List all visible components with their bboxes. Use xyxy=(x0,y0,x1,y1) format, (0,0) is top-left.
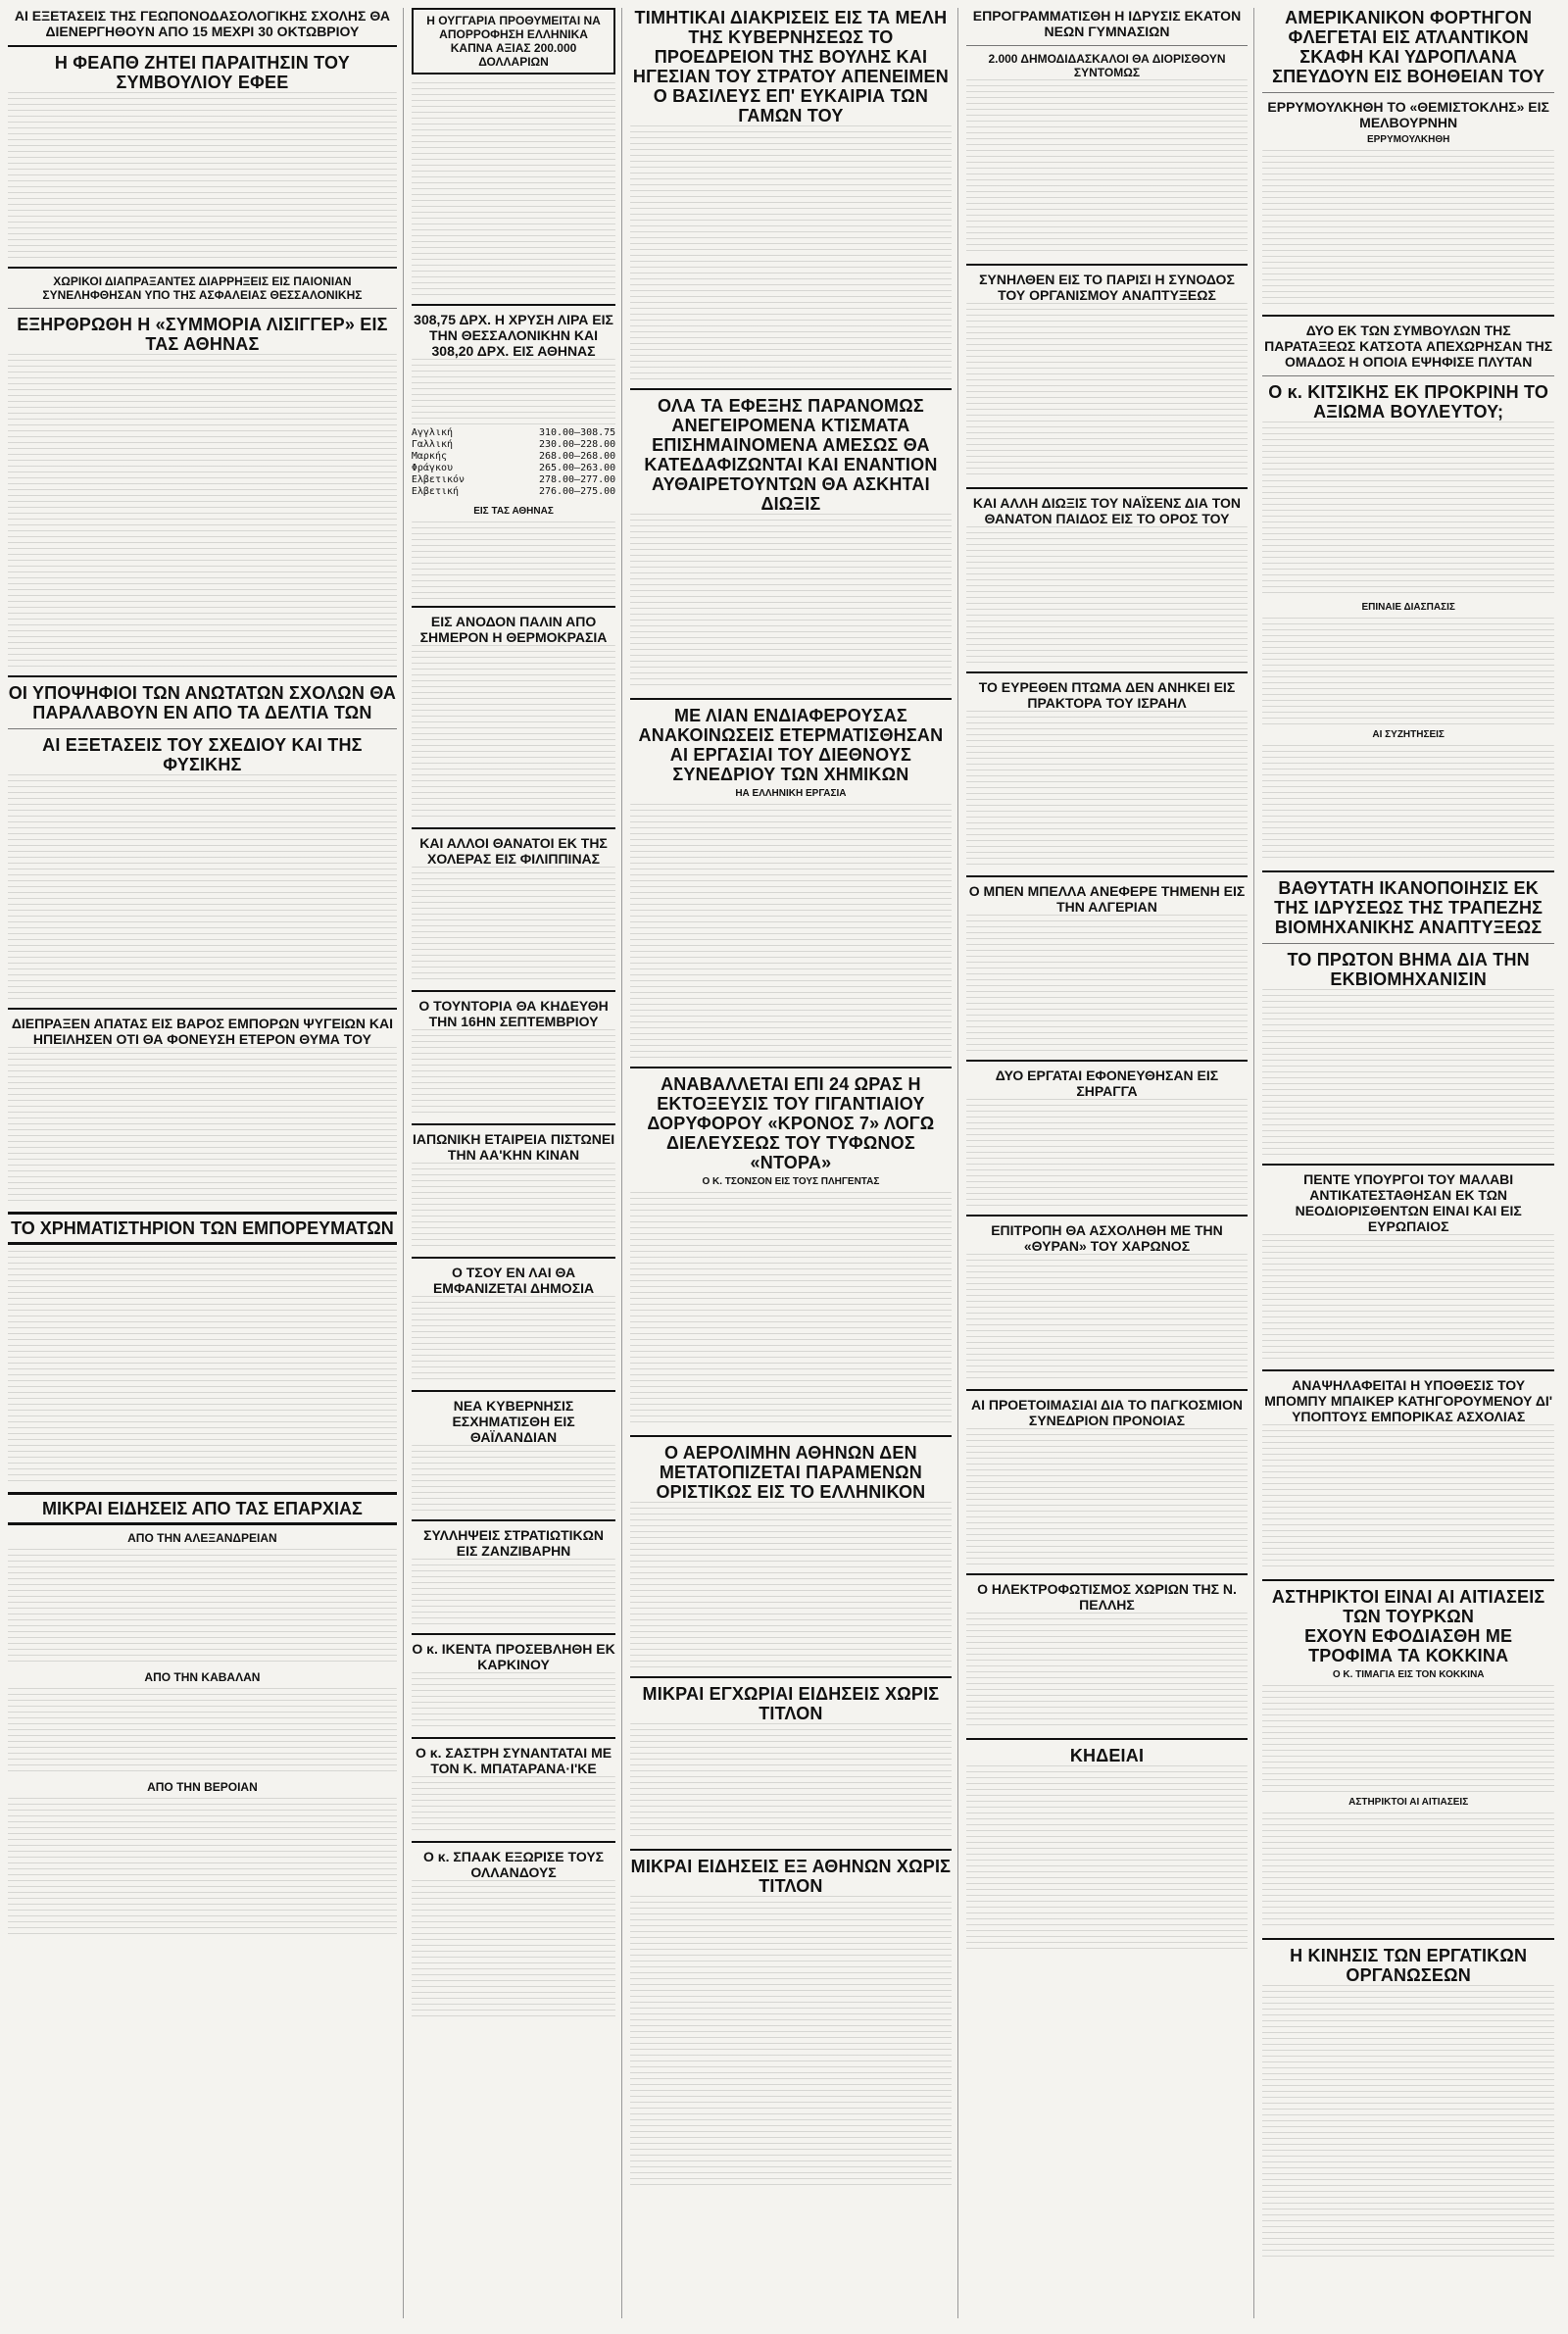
headline-newgov: ΝΕΑ ΚΥΒΕΡΝΗΣΙΣ ΕΣΧΗΜΑΤΙΣΘΗ ΕΙΣ ΘΑΪΛΑΝΔΙΑΝ xyxy=(452,1398,575,1445)
article-text xyxy=(966,303,1249,479)
article-katsota xyxy=(1262,323,1554,863)
newspaper-page xyxy=(8,8,1560,2318)
gold-name: Γαλλική xyxy=(411,439,454,450)
headline-exams: ΑΙ ΕΞΕΤΑΣΕΙΣ ΤΗΣ ΓΕΩΠΟΝΟΔΑΣΟΛΟΓΙΚΗΣ ΣΧΟΛΗΣ ΘΑ ΔΙΕΝΕΡΓΗΘΟΥΝ ΑΠΟ 15 ΜΕΧΡΙ 30 ΟΚΤΩΒΡΙΟΥ xyxy=(14,8,390,39)
article-kronos xyxy=(630,1074,951,1427)
article-text xyxy=(630,1723,951,1841)
rule xyxy=(412,606,615,608)
rule xyxy=(630,388,951,390)
rule xyxy=(412,1841,615,1843)
rule xyxy=(1262,1579,1554,1581)
article-lawsuit xyxy=(966,495,1249,664)
gold-row xyxy=(412,427,615,439)
rule xyxy=(412,1633,615,1635)
article-text xyxy=(8,1047,397,1204)
headline-malawi: ΠΕΝΤΕ ΥΠΟΥΡΓΟΙ ΤΟΥ ΜΑΛΑΒΙ ΑΝΤΙΚΑΤΕΣΤΑΘΗΣΑΝ ΕΚ ΤΩΝ ΝΕΟΔΙΟΡΙΣΘΕΝΤΩΝ ΕΙΝΑΙ ΚΑΙ ΕΙΣ ΕΥΡΩΠΑΙΟΣ xyxy=(1295,1171,1522,1234)
article-text xyxy=(412,645,615,821)
rule xyxy=(8,675,397,677)
headline-bank: ΒΑΘΥΤΑΤΗ ΙΚΑΝΟΠΟΙΗΣΙΣ ΕΚ ΤΗΣ ΙΔΡΥΣΕΩΣ ΤΗΣ ΤΡΑΠΕΖΗΣ ΒΙΟΜΗΧΑΝΙΚΗΣ ΑΝΑΠΤΥΞΕΩΣ xyxy=(1274,878,1544,937)
article-text xyxy=(412,521,615,600)
gold-value: 310.00—308.75 xyxy=(538,427,616,438)
rule xyxy=(966,1060,1249,1062)
article-text xyxy=(966,1099,1249,1207)
article-text xyxy=(1262,989,1554,1156)
article-text xyxy=(630,1192,951,1427)
rule xyxy=(966,1215,1249,1217)
article-text xyxy=(630,514,951,690)
article-text xyxy=(630,1896,951,2190)
rule xyxy=(1262,870,1554,872)
gold-name: Ελβετικόν xyxy=(411,474,466,485)
headline-funeral: Ο ΤΟΥΝΤΟΡΙΑ ΘΑ ΚΗΔΕΥΘΗ ΤΗΝ 16ΗΝ ΣΕΠΤΕΜΒΡΙΟΥ xyxy=(418,998,609,1029)
article-text xyxy=(8,92,397,259)
headline-arrests: ΣΥΛΛΗΨΕΙΣ ΣΤΡΑΤΙΩΤΙΚΩΝ ΕΙΣ ΖΑΝΖΙΒΑΡΗΝ xyxy=(423,1527,604,1559)
rule xyxy=(966,487,1249,489)
headline-committee: ΕΠΙΤΡΟΠΗ ΘΑ ΑΣΧΟΛΗΘΗ ΜΕ ΤΗΝ «ΘΥΡΑΝ» ΤΟΥ ΧΑΡΩΝΟΣ xyxy=(991,1222,1223,1254)
headline-chemists: ΜΕ ΛΙΑΝ ΕΝΔΙΑΦΕΡΟΥΣΑΣ ΑΝΑΚΟΙΝΩΣΕΙΣ ΕΤΕΡΜΑΤΙΣΘΗΣΑΝ ΑΙ ΕΡΓΑΣΙΑΙ ΤΟΥ ΔΙΕΘΝΟΥΣ ΣΥΝΕΔΡΙΟΥ ΤΩΝ ΧΗΜΙΚΩΝ xyxy=(638,706,944,784)
article-small-2 xyxy=(630,1857,951,2190)
headline-japan: ΙΑΠΩΝΙΚΗ ΕΤΑΙΡΕΙΑ ΠΙΣΤΩΝΕΙ ΤΗΝ ΑΑ'ΚΗΝ ΚΙΝΑΝ xyxy=(412,1131,615,1163)
rule xyxy=(966,671,1249,673)
article-text xyxy=(412,1029,615,1117)
article-text xyxy=(8,1549,397,1666)
rule xyxy=(1262,1369,1554,1371)
tag-epinaie: ΕΠΙΝΑΙΕ ΔΙΑΣΠΑΣΙΣ xyxy=(1361,602,1455,613)
gold-row xyxy=(412,486,615,498)
headline-sastri: Ο κ. ΣΑΣΤΡΗ ΣΥΝΑΝΤΑΤΑΙ ΜΕ ΤΟΝ Κ. ΜΠΑΤΑΡΑΝΑ·Ι'ΚΕ xyxy=(415,1745,612,1776)
rule xyxy=(1262,943,1554,944)
rule xyxy=(966,1573,1249,1575)
article-text xyxy=(966,1254,1249,1381)
rule xyxy=(8,308,397,309)
headline-katsota: ΔΥΟ ΕΚ ΤΩΝ ΣΥΜΒΟΥΛΩΝ ΤΗΣ ΠΑΡΑΤΑΞΕΩΣ ΚΑΤΣΟΤΑ ΑΠΕΧΩΡΗΣΑΝ ΤΗΣ ΟΜΑΔΟΣ Η ΟΠΟΙΑ ΕΨΗΦΙΣΕ ΠΛΥΤΑΝ xyxy=(1264,323,1553,370)
section-provinces: ΜΙΚΡΑΙ ΕΙΔΗΣΕΙΣ ΑΠΟ ΤΑΣ ΕΠΑΡΧΙΑΣ xyxy=(8,1492,397,1525)
gold-value: 268.00—268.00 xyxy=(538,451,616,462)
rule xyxy=(412,1737,615,1739)
rule xyxy=(8,45,397,47)
rule xyxy=(966,1738,1249,1740)
rule xyxy=(966,264,1249,266)
gold-value: 230.00—228.00 xyxy=(538,439,616,450)
article-found xyxy=(966,679,1249,868)
tag-tsonsen: Ο Κ. ΤΣΟΝΣΟΝ ΕΙΣ ΤΟΥΣ ΠΛΗΓΕΝΤΑΣ xyxy=(702,1176,880,1187)
gold-row xyxy=(412,451,615,463)
gold-row xyxy=(412,463,615,474)
article-text xyxy=(966,1613,1249,1730)
tag-greek-work: ΗΑ ΕΛΛΗΝΙΚΗ ΕΡΓΑΣΙΑ xyxy=(735,788,847,799)
article-small-1 xyxy=(630,1684,951,1841)
article-baker xyxy=(1262,1377,1554,1571)
headline-programming: ΕΠΡΟΓΡΑΜΜΑΤΙΣΘΗ Η ΙΔΡΥΣΙΣ ΕΚΑΤΟΝ ΝΕΩΝ ΓΥΜΝΑΣΙΩΝ xyxy=(972,8,1242,39)
gold-value: 265.00—263.00 xyxy=(538,463,616,473)
article-committee xyxy=(966,1222,1249,1381)
article-honors xyxy=(630,8,951,380)
rule xyxy=(630,698,951,700)
gold-name: Μαρκής xyxy=(411,451,447,462)
headline-teachers: 2.000 ΔΗΜΟΔΙΔΑΣΚΑΛΟΙ ΘΑ ΔΙΟΡΙΣΘΟΥΝ ΣΥΝΤΟΜΩΣ xyxy=(988,52,1226,79)
rule xyxy=(630,1849,951,1851)
tag-kokkina: Ο Κ. ΤΙΜΑΓΙΑ ΕΙΣ ΤΟΝ ΚΟΚΚΙΝΑ xyxy=(1332,1669,1485,1680)
column-1 xyxy=(8,8,404,2318)
column-5 xyxy=(1262,8,1560,2318)
article-text xyxy=(1262,618,1554,725)
rule xyxy=(412,304,615,306)
headline-airport: Ο ΑΕΡΟΛΙΜΗΝ ΑΘΗΝΩΝ ΔΕΝ ΜΕΤΑΤΟΠΙΖΕΤΑΙ ΠΑΡΑΜΕΝΩΝ ΟΡΙΣΤΙΚΩΣ ΕΙΣ ΤΟ ΕΛΛΗΝΙΚΟΝ xyxy=(656,1443,926,1502)
column-2 xyxy=(412,8,622,2318)
gold-row xyxy=(412,474,615,486)
article-text xyxy=(8,774,397,1000)
headline-lawsuit: ΚΑΙ ΑΛΛΗ ΔΙΩΞΙΣ ΤΟΥ ΝΑΪΣΕΝΣ ΔΙΑ ΤΟΝ ΘΑΝΑΤΟΝ ΠΑΙΔΟΣ ΕΙΣ ΤΟ ΟΡΟΣ ΤΟΥ xyxy=(972,495,1242,526)
rule xyxy=(1262,1938,1554,1940)
rule xyxy=(412,1257,615,1259)
article-text xyxy=(1262,422,1554,598)
rule xyxy=(966,875,1249,877)
headline-design-physics: ΑΙ ΕΞΕΤΑΣΕΙΣ ΤΟΥ ΣΧΕΔΙΟΥ ΚΑΙ ΤΗΣ ΦΥΣΙΚΗΣ xyxy=(42,735,363,774)
article-paris xyxy=(966,272,1249,479)
headline-fire: ΑΜΕΡΙΚΑΝΙΚΟΝ ΦΟΡΤΗΓΟΝ ΦΛΕΓΕΤΑΙ ΕΙΣ ΑΤΛΑΝΤΙΚΟΝ ΣΚΑΦΗ ΚΑΙ ΥΔΡΟΠΛΑΝΑ ΣΠΕΥΔΟΥΝ ΕΙΣ ΒΟΗΘΕΙΑΝ ΤΟΥ xyxy=(1272,8,1545,86)
article-buildings xyxy=(630,396,951,690)
article-programming xyxy=(966,8,1249,256)
rule xyxy=(412,990,615,992)
rule xyxy=(966,45,1249,46)
headline-kitsikis: Ο κ. ΚΙΤΣΙΚΗΣ ΕΚ ΠΡΟΚΡΙΝΗ ΤΟ ΑΞΙΩΜΑ ΒΟΥΛΕΥΤΟΥ; xyxy=(1268,382,1549,422)
rule xyxy=(8,728,397,729)
article-malawi xyxy=(1262,1171,1554,1362)
headline-tsou: Ο ΤΣΟΥ ΕΝ ΛΑΙ ΘΑ ΕΜΦΑΝΙΖΕΤΑΙ ΔΗΜΟΣΙΑ xyxy=(432,1265,595,1296)
article-text xyxy=(966,79,1249,256)
subhead-veroia: ΑΠΟ ΤΗΝ ΒΕΡΟΙΑΝ xyxy=(147,1780,258,1794)
article-text xyxy=(412,82,615,298)
tag-unfounded: ΑΣΤΗΡΙΚΤΟΙ ΑΙ ΑΙΤΙΑΣΕΙΣ xyxy=(1348,1797,1469,1808)
headline-cholera: ΚΑΙ ΑΛΛΟΙ ΘΑΝΑΤΟΙ ΕΚ ΤΗΣ ΧΟΛΕΡΑΣ ΕΙΣ ΦΙΛΙΠΠΙΝΑΣ xyxy=(419,835,608,867)
article-workers xyxy=(966,1068,1249,1207)
article-text xyxy=(966,526,1249,664)
article-text xyxy=(412,1445,615,1514)
headline-honors: ΤΙΜΗΤΙΚΑΙ ΔΙΑΚΡΙΣΕΙΣ ΕΙΣ ΤΑ ΜΕΛΗ ΤΗΣ ΚΥΒΕΡΝΗΣΕΩΣ ΤΟ ΠΡΟΕΔΡΕΙΟΝ ΤΗΣ ΒΟΥΛΗΣ ΚΑΙ ΗΓΕΣΙΑΝ ΤΟΥ ΣΤΡΑΤΟΥ ΑΠΕΝΕΙΜΕΝ Ο ΒΑΣΙΛΕΥΣ ΕΠ' ΕΥΚΑΙΡΙΑ ΤΩΝ ΓΑΜΩΝ ΤΟΥ xyxy=(632,8,949,125)
headline-first-step: ΤΟ ΠΡΩΤΟΝ ΒΗΜΑ ΔΙΑ ΤΗΝ ΕΚΒΙΟΜΗΧΑΝΙΣΙΝ xyxy=(1287,950,1530,989)
article-airport xyxy=(630,1443,951,1668)
gold-value: 278.00—277.00 xyxy=(538,474,616,485)
article-funerals xyxy=(966,1746,1249,1952)
headline-funerals: ΚΗΔΕΙΑΙ xyxy=(1069,1746,1145,1765)
article-paionia xyxy=(8,274,397,668)
tag-towed: ΕΡΡΥΜΟΥΛΚΗΘΗ xyxy=(1366,134,1450,145)
gold-row xyxy=(412,439,615,451)
subhead-kavala: ΑΠΟ ΤΗΝ ΚΑΒΑΛΑΝ xyxy=(144,1670,261,1684)
article-text xyxy=(412,1296,615,1384)
article-text xyxy=(966,915,1249,1052)
article-labor xyxy=(1262,1946,1554,2260)
article-text xyxy=(630,804,951,1059)
headline-turks-2: ΕΧΟΥΝ ΕΦΟΔΙΑΣΘΗ ΜΕ ΤΡΟΦΙΜΑ ΤΑ ΚΟΚΚΙΝΑ xyxy=(1304,1626,1513,1665)
headline-paris: ΣΥΝΗΛΘΕΝ ΕΙΣ ΤΟ ΠΑΡΙΣΙ Η ΣΥΝΟΔΟΣ ΤΟΥ ΟΡΓΑΝΙΣΜΟΥ ΑΝΑΠΤΥΞΕΩΣ xyxy=(979,272,1235,303)
article-text xyxy=(412,359,615,427)
headline-labor: Η ΚΙΝΗΣΙΣ ΤΩΝ ΕΡΓΑΤΙΚΩΝ ΟΡΓΑΝΩΣΕΩΝ xyxy=(1290,1946,1528,1985)
headline-found: ΤΟ ΕΥΡΕΘΕΝ ΠΤΩΜΑ ΔΕΝ ΑΝΗΚΕΙ ΕΙΣ ΠΡΑΚΤΟΡΑ ΤΟΥ ΙΣΡΑΗΛ xyxy=(978,679,1236,711)
rule xyxy=(8,1008,397,1010)
headline-fraud: ΔΙΕΠΡΑΞΕΝ ΑΠΑΤΑΣ ΕΙΣ ΒΑΡΟΣ ΕΜΠΟΡΩΝ ΨΥΓΕΙΩΝ ΚΑΙ ΗΠΕΙΛΗΣΕΝ ΟΤΙ ΘΑ ΦΟΝΕΥΣΗ ΕΤΕΡΟΝ ΘΥΜΑ ΤΟΥ xyxy=(11,1016,394,1047)
rule xyxy=(412,827,615,829)
rule xyxy=(630,1676,951,1678)
gold-table xyxy=(412,427,615,498)
headline-hungary: Η ΟΥΓΓΑΡΙΑ ΠΡΟΘΥΜΕΙΤΑΙ ΝΑ ΑΠΟΡΡΟΦΗΣΗ ΕΛΛΗΝΙΚΑ ΚΑΠΝΑ ΑΞΙΑΣ 200.000 ΔΟΛΛΑΡΙΩΝ xyxy=(426,14,601,69)
headline-turks: ΑΣΤΗΡΙΚΤΟΙ ΕΙΝΑΙ ΑΙ ΑΙΤΙΑΣΕΙΣ ΤΩΝ ΤΟΥΡΚΩΝ xyxy=(1271,1587,1545,1626)
rule xyxy=(412,1123,615,1125)
article-exams xyxy=(8,8,397,259)
tag-athens: ΕΙΣ ΤΑΣ ΑΘΗΝΑΣ xyxy=(473,506,554,517)
gold-name: Αγγλική xyxy=(411,427,454,438)
headline-paionia: ΧΩΡΙΚΟΙ ΔΙΑΠΡΑΞΑΝΤΕΣ ΔΙΑΡΡΗΞΕΙΣ ΕΙΣ ΠΑΙΟΝΙΑΝ ΣΥΝΕΛΗΦΘΗΣΑΝ ΥΠΟ ΤΗΣ ΑΣΦΑΛΕΙΑΣ ΘΕΣΣΑΛΟΝΙΚΗΣ xyxy=(42,274,363,302)
article-elec xyxy=(966,1581,1249,1730)
article-text xyxy=(630,125,951,380)
article-text xyxy=(8,354,397,668)
headline-fire-2: ΕΡΡΥΜΟΥΛΚΗΘΗ ΤΟ «ΘΕΜΙΣΤΟΚΛΗΣ» ΕΙΣ ΜΕΛΒΟΥΡΝΗΝ xyxy=(1267,99,1549,130)
article-text xyxy=(630,1502,951,1668)
section-commodities: ΤΟ ΧΡΗΜΑΤΙΣΤΗΡΙΟΝ ΤΩΝ ΕΜΠΟΡΕΥΜΑΤΩΝ xyxy=(8,1212,397,1245)
headline-candidates: ΟΙ ΥΠΟΨΗΦΙΟΙ ΤΩΝ ΑΝΩΤΑΤΩΝ ΣΧΟΛΩΝ ΘΑ ΠΑΡΑΛΑΒΟΥΝ ΕΝ ΑΠΟ ΤΑ ΔΕΛΤΙΑ ΤΩΝ xyxy=(8,683,397,722)
article-bella xyxy=(966,883,1249,1052)
rule xyxy=(8,267,397,269)
gold-value: 276.00—275.00 xyxy=(538,486,616,497)
rule xyxy=(412,1390,615,1392)
article-candidates xyxy=(8,683,397,1000)
article-text xyxy=(1262,1685,1554,1793)
article-text xyxy=(412,1163,615,1251)
rule xyxy=(630,1067,951,1068)
headline-feapth: Η ΦΕΑΠΘ ΖΗΤΕΙ ΠΑΡΑΙΤΗΣΙΝ ΤΟΥ ΣΥΜΒΟΥΛΙΟΥ ΕΦΕΕ xyxy=(54,53,350,92)
gold-name: Ελβετική xyxy=(411,486,460,497)
headline-bella: Ο ΜΠΕΝ ΜΠΕΛΛΑ ΑΝΕΦΕΡΕ ΤΗΜΕΝΗ ΕΙΣ ΤΗΝ ΑΛΓΕΡΙΑΝ xyxy=(968,883,1246,915)
article-text xyxy=(412,1559,615,1627)
gold-name: Φράγκου xyxy=(411,463,454,473)
headline-small-2: ΜΙΚΡΑΙ ΕΙΔΗΣΕΙΣ ΕΞ ΑΘΗΝΩΝ ΧΩΡΙΣ ΤΙΤΛΟΝ xyxy=(630,1857,952,1896)
headline-preps: ΑΙ ΠΡΟΕΤΟΙΜΑΣΙΑΙ ΔΙΑ ΤΟ ΠΑΓΚΟΣΜΙΟΝ ΣΥΝΕΔΡΙΟΝ ΠΡΟΝΟΙΑΣ xyxy=(970,1397,1244,1428)
article-text xyxy=(1262,150,1554,307)
article-fraud xyxy=(8,1016,397,1204)
article-text xyxy=(8,1798,397,1935)
headline-spaak: Ο κ. ΣΠΑΑΚ ΕΞΩΡΙΣΕ ΤΟΥΣ ΟΛΛΑΝΔΟΥΣ xyxy=(423,1849,605,1880)
article-text xyxy=(412,1880,615,2017)
article-text xyxy=(966,711,1249,868)
headline-gold: 308,75 ΔΡΧ. Η ΧΡΥΣΗ ΛΙΡΑ ΕΙΣ ΤΗΝ ΘΕΣΣΑΛΟΝΙΚΗΝ ΚΑΙ 308,20 ΔΡΧ. ΕΙΣ ΑΘΗΝΑΣ xyxy=(414,312,613,359)
article-chemists xyxy=(630,706,951,1059)
headline-small-1: ΜΙΚΡΑΙ ΕΓΧΩΡΙΑΙ ΕΙΔΗΣΕΙΣ ΧΩΡΙΣ ΤΙΤΛΟΝ xyxy=(642,1684,940,1723)
rule xyxy=(630,1435,951,1437)
headline-lisigger: ΕΞΗΡΘΡΩΘΗ Η «ΣΥΜΜΟΡΙΑ ΛΙΣΙΓΓΕΡ» ΕΙΣ ΤΑΣ ΑΘΗΝΑΣ xyxy=(17,315,388,354)
article-text xyxy=(1262,1234,1554,1362)
subhead-alexandreia: ΑΠΟ ΤΗΝ ΑΛΕΞΑΝΔΡΕΙΑΝ xyxy=(127,1531,277,1545)
headline-buildings: ΟΛΑ ΤΑ ΕΦΕΞΗΣ ΠΑΡΑΝΟΜΩΣ ΑΝΕΓΕΙΡΟΜΕΝΑ ΚΤΙΣΜΑΤΑ ΕΠΙΣΗΜΑΙΝΟΜΕΝΑ ΑΜΕΣΩΣ ΘΑ ΚΑΤΕΔΑΦΙΖΩΝΤΑΙ ΚΑΙ ΕΝΑΝΤΙΟΝ ΑΥΘΑΙΡΕΤΟΥΝΤΩΝ ΘΑ ΑΣΚΗΤΑΙ ΔΙΩΞΙΣ xyxy=(644,396,938,514)
headline-temperature: ΕΙΣ ΑΝΟΔΟΝ ΠΑΛΙΝ ΑΠΟ ΣΗΜΕΡΟΝ Η ΘΕΡΜΟΚΡΑΣΙΑ xyxy=(419,614,608,645)
article-turks xyxy=(1262,1587,1554,1930)
article-text xyxy=(412,867,615,984)
box-hungary xyxy=(412,8,615,74)
rule xyxy=(1262,92,1554,93)
article-text xyxy=(1262,1424,1554,1571)
article-preps xyxy=(966,1397,1249,1565)
article-text xyxy=(966,1765,1249,1952)
article-fire xyxy=(1262,8,1554,307)
article-bank xyxy=(1262,878,1554,1156)
article-text xyxy=(412,1672,615,1731)
rule xyxy=(1262,1164,1554,1166)
article-text xyxy=(8,1688,397,1776)
article-text xyxy=(1262,745,1554,863)
headline-kronos: ΑΝΑΒΑΛΛΕΤΑΙ ΕΠΙ 24 ΩΡΑΣ Η ΕΚΤΟΞΕΥΣΙΣ ΤΟΥ ΓΙΓΑΝΤΙΑΙΟΥ ΔΟΡΥΦΟΡΟΥ «ΚΡΟΝΟΣ 7» ΛΟΓΩ ΔΙΕΛΕΥΣΕΩΣ ΤΟΥ ΤΥΦΩΝΟΣ «ΝΤΟΡΑ» xyxy=(647,1074,935,1172)
headline-kenta: Ο κ. ΙΚΕΝΤΑ ΠΡΟΣΕΒΛΗΘΗ ΕΚ ΚΑΡΚΙΝΟΥ xyxy=(412,1641,615,1672)
headline-workers: ΔΥΟ ΕΡΓΑΤΑΙ ΕΦΟΝΕΥΘΗΣΑΝ ΕΙΣ ΣΗΡΑΓΓΑ xyxy=(995,1068,1219,1099)
headline-electrification: Ο ΗΛΕΚΤΡΟΦΩΤΙΣΜΟΣ ΧΩΡΙΩΝ ΤΗΣ Ν. ΠΕΛΛΗΣ xyxy=(977,1581,1237,1613)
rule xyxy=(966,1389,1249,1391)
rule xyxy=(1262,315,1554,317)
article-text xyxy=(412,1776,615,1835)
article-text xyxy=(1262,1985,1554,2260)
rule xyxy=(412,1519,615,1521)
tag-discussions: ΑΙ ΣΥΖΗΤΗΣΕΙΣ xyxy=(1372,729,1445,740)
commodities-table-text xyxy=(8,1251,397,1486)
article-text xyxy=(1262,1813,1554,1930)
headline-baker: ΑΝΑΨΗΛΑΦΕΙΤΑΙ Η ΥΠΟΘΕΣΙΣ ΤΟΥ ΜΠΟΜΠΥ ΜΠΑΙΚΕΡ ΚΑΤΗΓΟΡΟΥΜΕΝΟΥ ΔΙ' ΥΠΟΠΤΟΥΣ ΕΜΠΟΡΙΚΑΣ ΑΣΧΟΛΙΑΣ xyxy=(1264,1377,1553,1424)
article-text xyxy=(966,1428,1249,1565)
column-3 xyxy=(630,8,957,2318)
rule xyxy=(1262,375,1554,376)
column-4 xyxy=(966,8,1255,2318)
